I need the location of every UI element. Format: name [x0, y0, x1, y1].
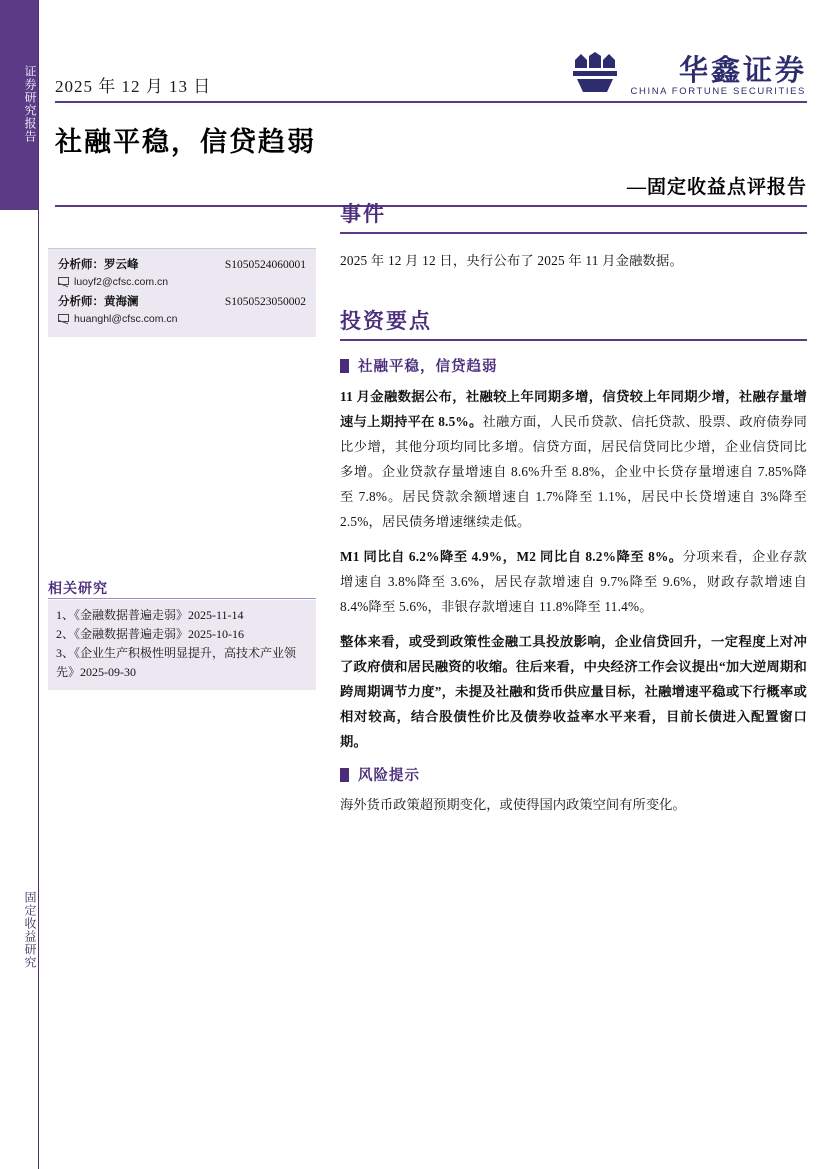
- bullet-label: 风险提示: [358, 768, 420, 784]
- report-date: 2025 年 12 月 13 日: [55, 77, 212, 96]
- analyst-email-text: luoyf2@cfsc.com.cn: [74, 276, 169, 288]
- analyst-name: 罗云峰: [104, 259, 139, 271]
- highlight-lead-bold-2: M1 同比自 6.2%降至 4.9%，M2 同比自 8.2%降至 8%。: [340, 549, 683, 564]
- section-heading-event: 事件: [340, 202, 386, 226]
- page-title: 社融平稳，信贷趋弱: [55, 127, 316, 157]
- analyst-email[interactable]: [58, 311, 306, 327]
- highlight-paragraph-1: [340, 384, 807, 534]
- bullet-label: 社融平稳，信贷趋弱: [358, 359, 498, 375]
- header-divider: [55, 101, 807, 103]
- related-research-box: [48, 600, 316, 690]
- analyst-email[interactable]: [58, 274, 306, 290]
- list-item[interactable]: 3、《企业生产积极性明显提升，高技术产业领先》2025-09-30: [56, 646, 297, 679]
- mail-icon: [58, 314, 69, 322]
- risk-paragraph: 海外货币政策超预期变化，或使得国内政策空间有所变化。: [340, 797, 686, 812]
- section-divider: [340, 339, 807, 341]
- logo-english-name: CHINA FORTUNE SECURITIES: [630, 86, 806, 97]
- section-heading-highlights: 投资要点: [340, 309, 432, 333]
- crown-mark-icon: [567, 52, 623, 94]
- highlight-paragraph-3: 整体来看，或受到政策性金融工具投放影响，企业信贷回升，一定程度上对冲了政府债和居民融资的收缩。往后来看，中央经济工作会议提出“加大逆周期和跨周期调节力度”，未提及社融和货币供应量目标，社融增速平稳或下行概率或相对较高，结合股债性价比及债券收益率水平来看，目前长债进入配置窗口期。: [340, 634, 807, 749]
- section-divider: [340, 232, 807, 234]
- left-spine: [0, 0, 39, 1169]
- company-logo: [567, 48, 807, 100]
- spine-top-label: 证券研究报告: [23, 65, 37, 143]
- logo-chinese-name: 华鑫证券: [678, 55, 807, 87]
- highlight-lead-bold-1: 11 月金融数据公布，社融较上年同期多增，信贷较上年同期少增，社融存量增速与上期持平在 8.5%。: [340, 389, 807, 429]
- analyst-license: S1050523050002: [224, 296, 306, 308]
- analyst-role: 分析师：: [58, 296, 104, 308]
- spine-bottom-label: 固定收益研究: [23, 891, 37, 969]
- bullet-heading-1: [340, 355, 807, 376]
- highlight-body-2: 分项来看，企业存款增速自 3.8%降至 3.6%，居民存款增速自 9.7%降至 9.6%，财政存款增速自 8.4%降至 5.6%，非银存款增速自 11.8%降至 11.4%。: [340, 549, 807, 614]
- square-bullet-icon: [340, 768, 349, 782]
- analyst-license: S1050524060001: [224, 259, 306, 271]
- bullet-heading-2: [340, 764, 807, 785]
- highlight-paragraph-2: [340, 544, 807, 619]
- page-subtitle: —固定收益点评报告: [626, 177, 807, 198]
- main-content: [340, 198, 807, 817]
- mail-icon: [58, 277, 69, 285]
- analyst-email-text: huanghl@cfsc.com.cn: [74, 313, 178, 325]
- analyst-role: 分析师：: [58, 259, 104, 271]
- highlight-body-1: 社融方面，人民币贷款、信托贷款、股票、政府债券同比少增，其他分项均同比多增。信贷方面，居民信贷同比少增，企业信贷同比多增。企业贷款存量增速自 8.6%升至 8.8%，企业中长贷存量增速自 7.85%降至 7.8%。居民贷款余额增速自 1.7%降至 1.1%，居民中长贷增速自 3%降至 2.5%，居民债务增速继续走低。: [340, 414, 807, 529]
- analyst-row: [58, 257, 306, 274]
- analyst-info-box: [48, 248, 316, 337]
- analyst-name: 黄海澜: [104, 296, 139, 308]
- list-item[interactable]: 1、《金融数据普遍走弱》2025-11-14: [56, 608, 244, 622]
- analyst-row: [58, 294, 306, 311]
- square-bullet-icon: [340, 359, 349, 373]
- list-item[interactable]: 2、《金融数据普遍走弱》2025-10-16: [56, 627, 244, 641]
- related-research-title: 相关研究: [48, 582, 108, 597]
- related-research-divider: [48, 598, 316, 599]
- event-paragraph: 2025 年 12 月 12 日，央行公布了 2025 年 11 月金融数据。: [340, 253, 684, 268]
